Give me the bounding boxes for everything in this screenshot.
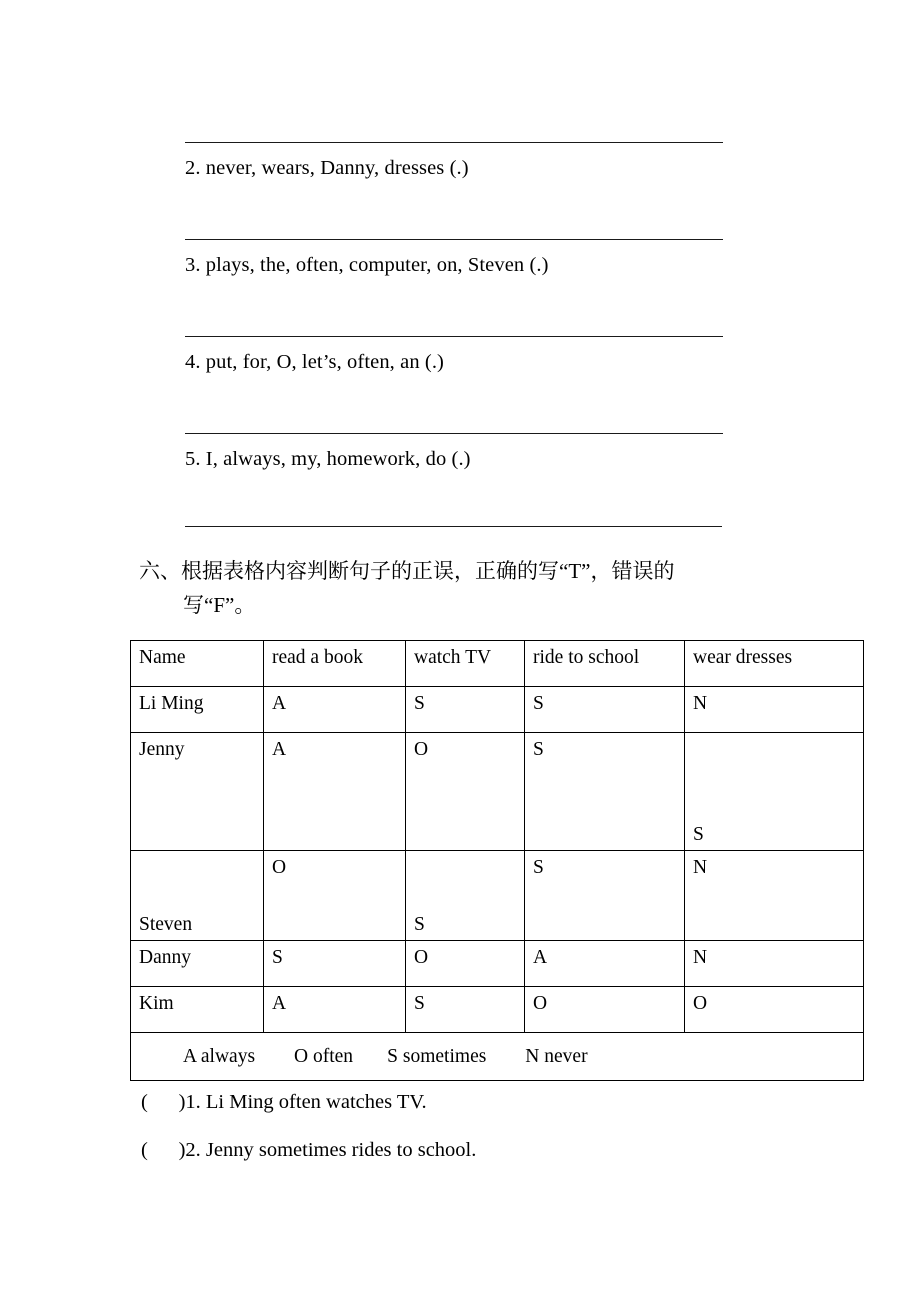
table-header-row [131,641,864,687]
table-legend-text: A always O often S sometimes N never [183,1046,588,1068]
true-false-item[interactable]: ( )1. Li Ming often watches TV. [141,1091,427,1113]
true-false-item[interactable]: ( )2. Jenny sometimes rides to school. [141,1139,477,1161]
answer-blank-line[interactable] [185,239,723,240]
table-header-cell-dress: wear dresses [685,641,864,687]
habits-table [130,640,864,1081]
table-header-cell-name: Name [131,641,264,687]
reorder-item [0,314,920,411]
table-row [131,987,864,1033]
reorder-item-text: 4. put, for, O, let’s, often, an (.) [185,351,444,373]
table-row [131,733,864,851]
table-cell-dress: N [685,687,864,733]
reorder-exercise-list [0,120,920,508]
reorder-item-text: 2. never, wears, Danny, dresses (.) [185,157,469,179]
table-cell-name: Li Ming [131,687,264,733]
reorder-item-text: 5. I, always, my, homework, do (.) [185,448,471,470]
answer-blank-line[interactable] [185,336,723,337]
reorder-item [0,411,920,508]
table-cell-ride: A [525,941,685,987]
table-row [131,687,864,733]
table-cell-watch: O [406,941,525,987]
table-row [131,851,864,941]
table-cell-dress: N [685,941,864,987]
true-false-list [0,1090,920,1186]
reorder-item [0,120,920,217]
table-cell-name: Steven [131,851,264,941]
table-cell-dress: S [685,733,864,851]
table-row [131,941,864,987]
table-cell-read: S [264,941,406,987]
table-cell-name: Danny [131,941,264,987]
table-legend-row [131,1033,864,1081]
answer-blank-line[interactable] [185,526,722,527]
reorder-item [0,217,920,314]
table-cell-dress: O [685,987,864,1033]
table-header-cell-watch: watch TV [406,641,525,687]
table-legend-cell [131,1033,864,1081]
table-header-cell-read: read a book [264,641,406,687]
section-six-heading-line2: 写“F”。 [183,593,256,618]
section-six-heading [139,554,839,622]
table-cell-watch: S [406,687,525,733]
table-cell-watch: S [406,851,525,941]
table-cell-watch: O [406,733,525,851]
table-cell-name: Kim [131,987,264,1033]
table-cell-read: A [264,733,406,851]
table-cell-ride: S [525,733,685,851]
table-cell-ride: S [525,687,685,733]
section-six-heading-line1: 六、根据表格内容判断句子的正误，正确的写“T”，错误的 [139,559,675,583]
table-cell-read: A [264,987,406,1033]
table-cell-read: A [264,687,406,733]
table-cell-dress: N [685,851,864,941]
table-cell-watch: S [406,987,525,1033]
table-cell-name: Jenny [131,733,264,851]
answer-blank-line[interactable] [185,142,723,143]
table-cell-ride: O [525,987,685,1033]
answer-blank-line[interactable] [185,433,723,434]
table-header-cell-ride: ride to school [525,641,685,687]
reorder-item-text: 3. plays, the, often, computer, on, Steven (.) [185,254,549,276]
table-cell-ride: S [525,851,685,941]
table-cell-read: O [264,851,406,941]
